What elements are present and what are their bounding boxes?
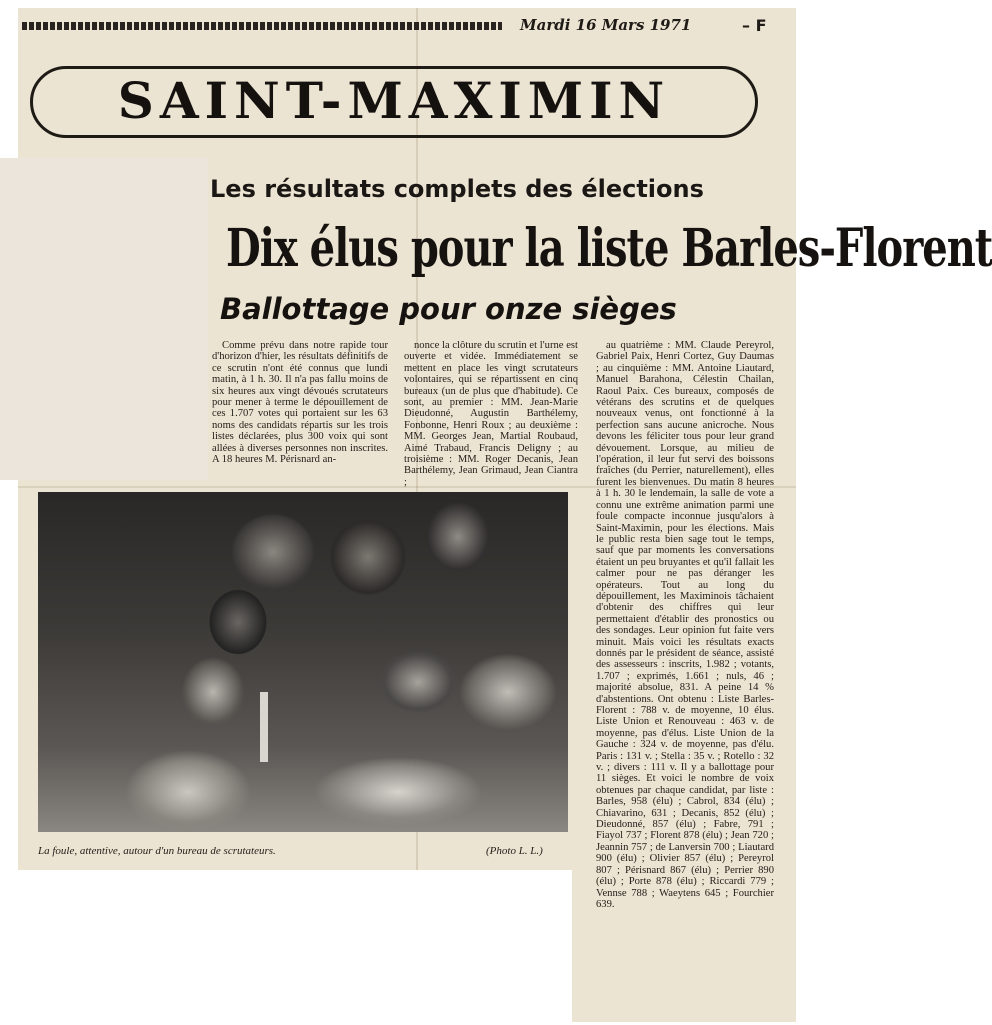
headline-kicker: Les résultats complets des élections	[210, 175, 704, 203]
page-marker: – F	[742, 16, 767, 35]
headline-sub: Ballottage pour onze sièges	[220, 292, 677, 326]
town-banner-title: SAINT-MAXIMIN	[117, 71, 671, 130]
article-column-1: Comme prévu dans notre rapide tour d'horizon d'hier, les résultats définitifs de ce scrutin n'ont été connus que lundi matin, à 1 h. 30. Il n'a pas fallu moins de six heures aux vingt dévoués scrutateurs pour mener à terme le dépouillement de ces 1.707 votes qui portaient sur les 63 noms des candidats répartis sur les trois listes déclarées, plus 300 voix qui sont allées à diverses personnes non inscrites. A 18 heures M. Périsnard an-	[212, 340, 388, 466]
article-column-3: au quatrième : MM. Claude Pereyrol, Gabriel Paix, Henri Cortez, Guy Daumas ; au cinquième : MM. Antoine Liautard, Manuel Barahona, Célestin Chailan, Raoul Paix. Ces bureaux, composés de vétérans des scrutins et de quelques nouveaux venus, ont fonctionné à la perfection sans aucune anicroche. Nous devons les féliciter tous pour leur grand dévouement. Lorsque, au milieu de l'opération, il leur fut servi des boissons fraîches (du Perrier, naturellement), elles furent les bienvenues. Du matin 8 heures à 1 h. 30 le lendemain, la salle de vote a connu une extrême animation parmi une foule compacte inconnue jusqu'alors à Saint-Maximin, pour les élections. Mais le public resta bien sage tout le temps, sauf que par moments les conversations étaient un peu bruyantes et qu'il fallait les calmer pour ne pas déranger les opérateurs. Tout au long du dépouillement, les Maximinois tâchaient d'obtenir des chiffres qui leur permettaient d'établir des pronostics ou des sondages. Leur opinion fut faite vers minuit. Mais voici les résultats exacts donnés par le président de séance, assisté des assesseurs : inscrits, 1.982 ; votants, 1.707 ; exprimés, 1.661 ; nuls, 46 ; majorité absolue, 831. A peine 14 % d'abstentions. Ont obtenu : Liste Barles-Florent : 788 v. de moyenne, 10 élus. Liste Union et Renouveau : 463 v. de moyenne, pas d'élus. Liste Union de la Gauche : 324 v. de moyenne, pas d'élu. Paris : 131 v. ; Stella : 35 v. ; Rotello : 32 v. ; divers : 111 v. Il y a ballottage pour 11 sièges. Et voici le nombre de voix obtenues par chaque candidat, par liste : Barles, 958 (élu) ; Cabrol, 834 (élu) ; Chiavarino, 631 ; Decanis, 852 (élu) ; Dieudonné, 857 (élu) ; Fabre, 791 ; Fiayol 737 ; Florent 878 (élu) ; Jean 720 ; Jeannin 757 ; de Lanversin 700 ; Liautard 900 (élu) ; Olivier 857 (élu) ; Pereyrol 807 ; Périsnard 867 (élu) ; Perrier 890 (élu) ; Porte 878 (élu) ; Riccardi 779 ; Vennse 788 ; Waeytens 645 ; Fourchier 639.	[596, 340, 774, 910]
photo-caption: La foule, attentive, autour d'un bureau de scrutateurs.	[38, 845, 276, 857]
masthead-rule	[22, 22, 502, 30]
crowd-photo	[38, 492, 568, 832]
blank-area-left	[0, 158, 208, 480]
issue-date: Mardi 16 Mars 1971	[520, 16, 692, 34]
article-column-2: nonce la clôture du scrutin et l'urne est ouverte et vidée. Immédiatement se mettent en place les vingt scrutateurs volontaires, qui se répartissent en cinq bureaux (un de plus que d'habitude). Ce sont, au premier : MM. Jean-Marie Dieudonné, Augustin Barthélemy, Fonbonne, Henri Roux ; au deuxième : MM. Georges Jean, Martial Roubaud, Aimé Trabaud, Francis Deligny ; au troisième : MM. Roger Decanis, Jean Barthélemy, Jean Grimaud, Jean Ciantra ;	[404, 340, 578, 488]
blank-area-bottom	[0, 870, 572, 1025]
headline-main: Dix élus pour la liste Barles-Florent	[226, 218, 992, 280]
photo-credit: (Photo L. L.)	[486, 845, 543, 857]
candle	[260, 692, 268, 762]
